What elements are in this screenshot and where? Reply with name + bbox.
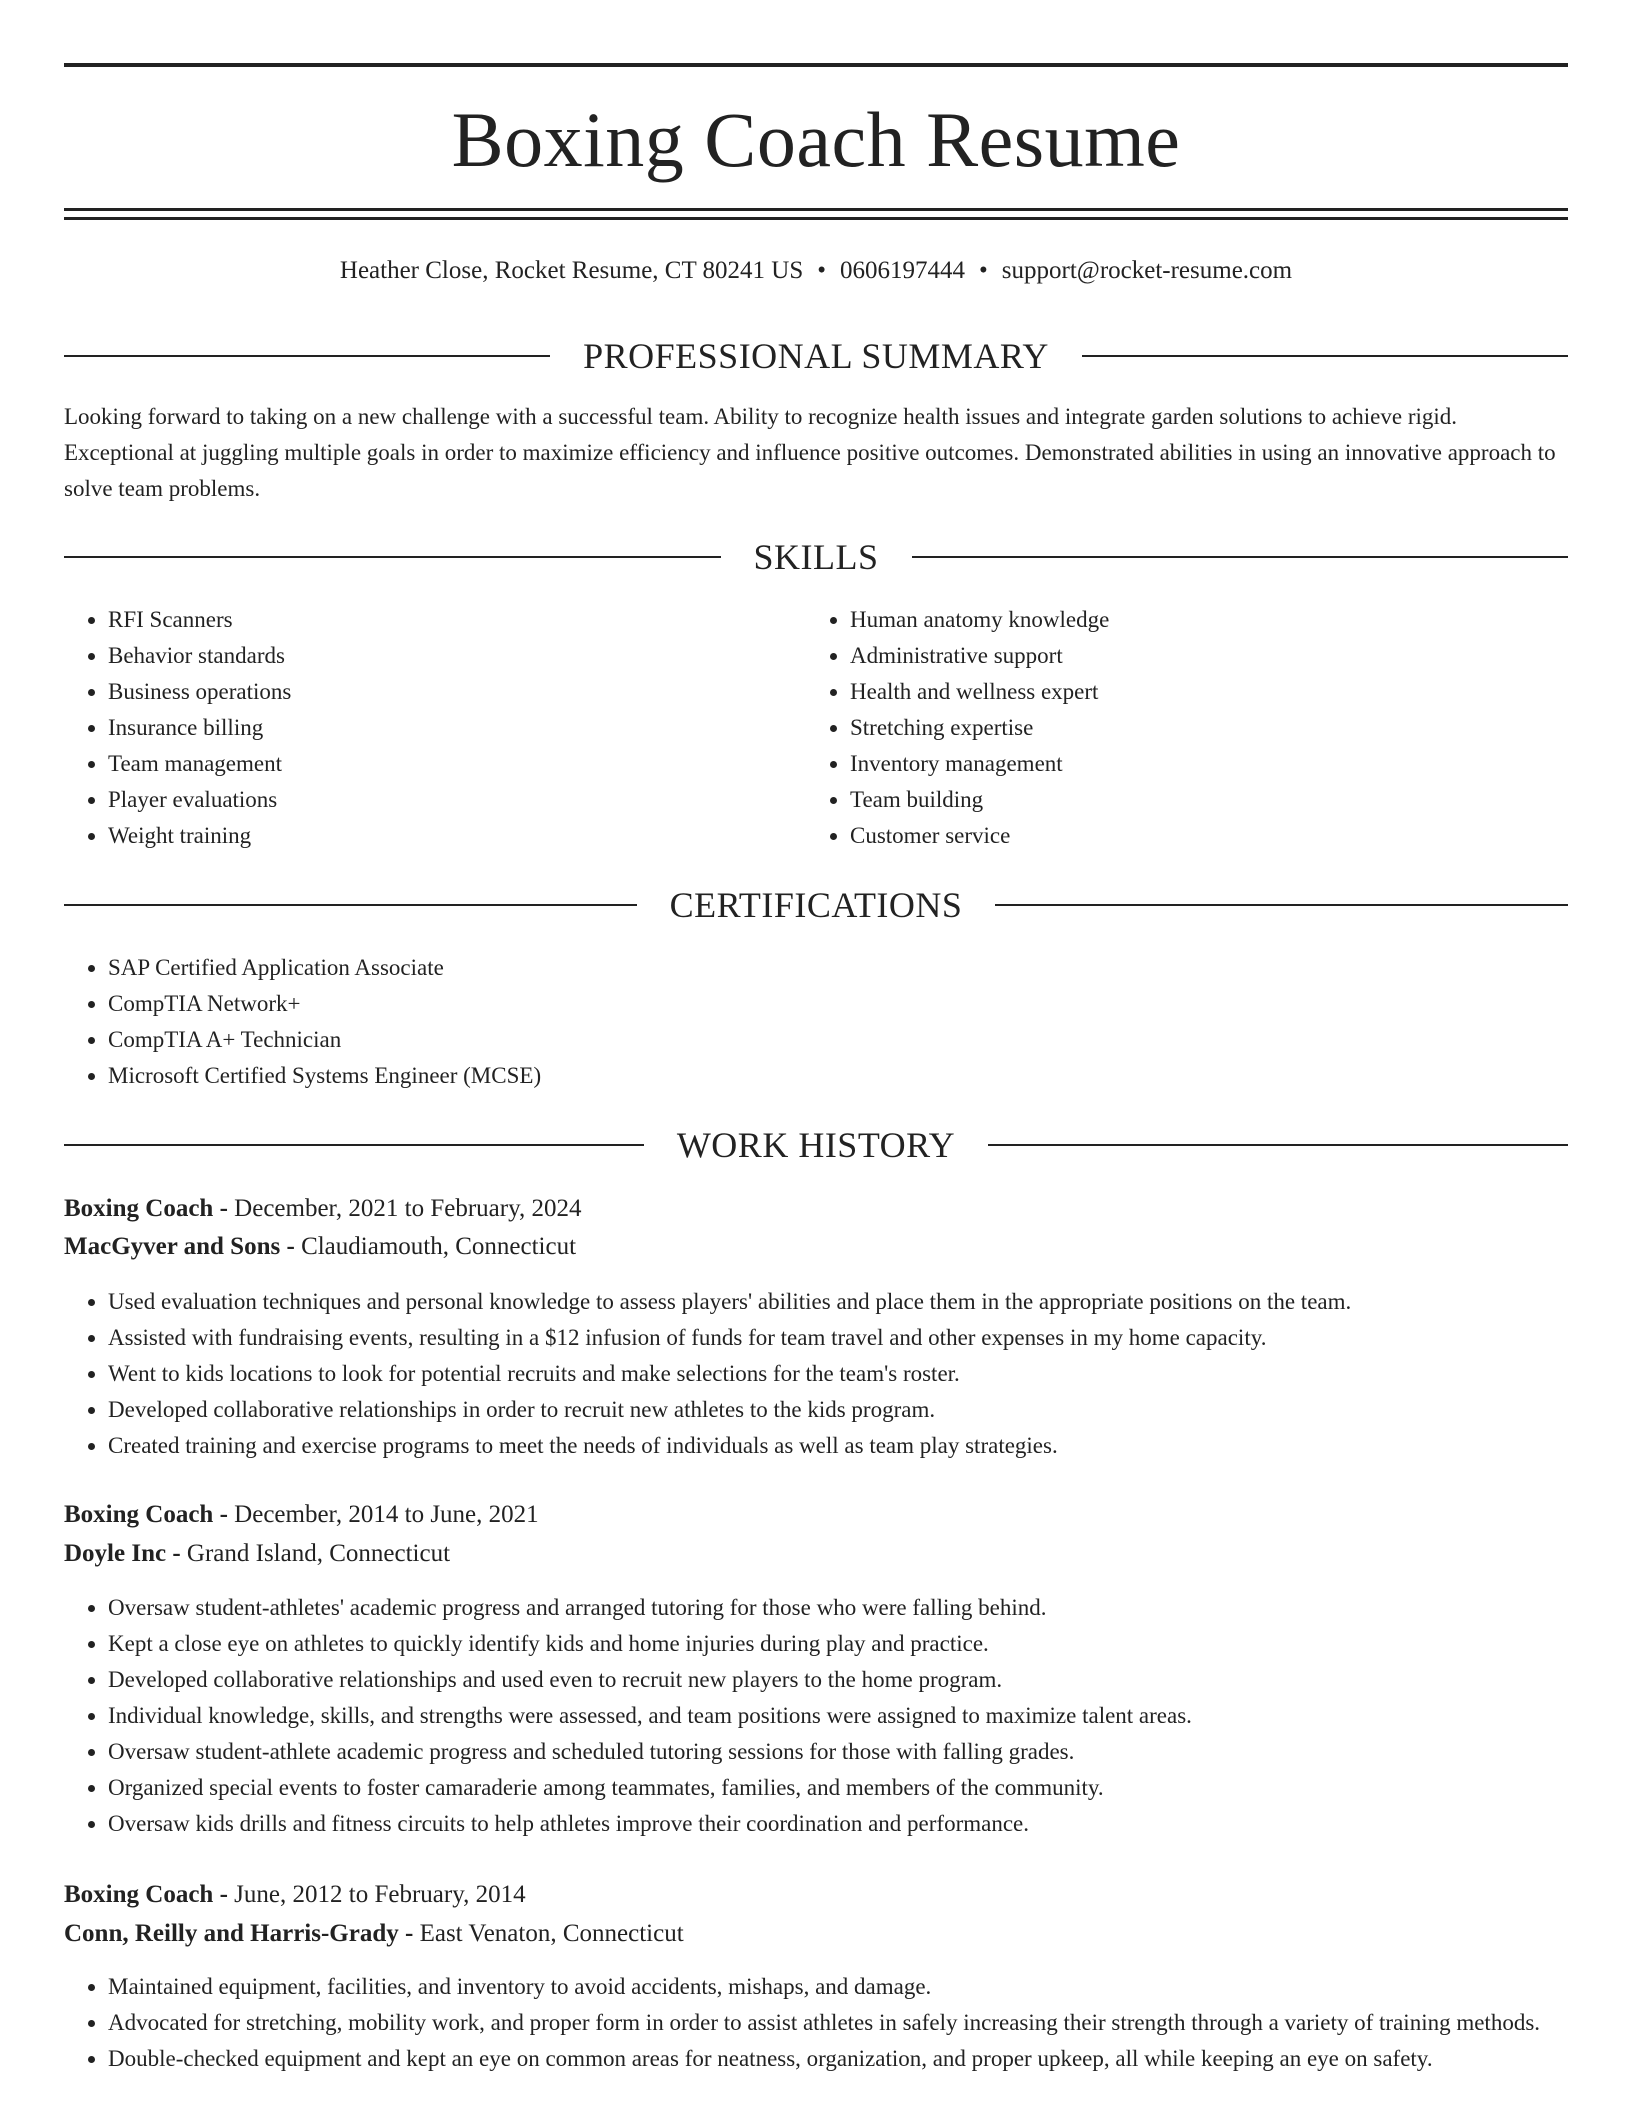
skills-list-right (806, 602, 1550, 854)
section-title: SKILLS (753, 537, 879, 577)
job-bullets (64, 1590, 1568, 1842)
certification-item: • SAP Certified Application Associate (108, 950, 1568, 986)
job-location: Grand Island, Connecticut (186, 1540, 451, 1567)
summary-text: Looking forward to taking on a new challenge with a successful team. Ability to recognize health issues and integrate garden solutions to achieve rigid. Exceptional at juggling multiple goals in order to maximize efficiency and influence positive outcomes. Demonstrated abilities in using an innovative approach to solve team problems. (64, 404, 1556, 501)
job-dates: December, 2014 to June, 2021 (234, 1501, 539, 1528)
top-rule (64, 63, 1568, 67)
section-title: WORK HISTORY (676, 1125, 956, 1165)
job-title-line: Boxing Coach - December, 2014 to June, 2021 (64, 1501, 539, 1528)
contact-email: support@rocket-resume.com (1001, 257, 1293, 284)
job-bullet: • Kept a close eye on athletes to quickly identify kids and home injuries during play and practice. (108, 1626, 1568, 1662)
skill-item: • Inventory management (850, 746, 1550, 782)
skill-item: • Team building (850, 782, 1550, 818)
skill-item: • Health and wellness expert (850, 674, 1550, 710)
section-heading-work-history (64, 1123, 1568, 1167)
heading-rule-right (988, 1144, 1568, 1146)
job-bullet: • Maintained equipment, facilities, and inventory to avoid accidents, mishaps, and damage. (108, 1969, 1568, 2005)
job-bullets (64, 1969, 1568, 2077)
heading-rule-left (64, 355, 550, 357)
heading-rule-right (1082, 355, 1568, 357)
section-heading-skills (64, 535, 1568, 579)
skills-list-left (64, 602, 808, 854)
job-company-line: Doyle Inc - Grand Island, Connecticut (64, 1540, 451, 1567)
job-company-line: MacGyver and Sons - Claudiamouth, Connecticut (64, 1233, 577, 1260)
job-location: East Venaton, Connecticut (419, 1920, 684, 1947)
job-bullet: • Individual knowledge, skills, and strengths were assessed, and team positions were assigned to maximize talent areas. (108, 1698, 1568, 1734)
contact-separator: • (817, 257, 827, 284)
heading-rule-left (64, 1144, 644, 1146)
job-company-line: Conn, Reilly and Harris-Grady - East Venaton, Connecticut (64, 1920, 684, 1947)
certification-item: • Microsoft Certified Systems Engineer (MCSE) (108, 1058, 1568, 1094)
section-heading-certifications (64, 883, 1568, 927)
heading-rule-left (64, 556, 721, 558)
job-bullet: • Used evaluation techniques and personal knowledge to assess players' abilities and place them in the appropriate positions on the team. (108, 1284, 1568, 1320)
certification-item: • CompTIA A+ Technician (108, 1022, 1568, 1058)
job-title-line: Boxing Coach - June, 2012 to February, 2014 (64, 1881, 526, 1908)
job-bullet: • Developed collaborative relationships in order to recruit new athletes to the kids program. (108, 1392, 1568, 1428)
skill-item: • Weight training (108, 818, 808, 854)
section-title: PROFESSIONAL SUMMARY (583, 336, 1049, 376)
section-title: CERTIFICATIONS (669, 885, 963, 925)
job-bullet: • Oversaw kids drills and fitness circuits to help athletes improve their coordination and performance. (108, 1806, 1568, 1842)
heading-rule-right (912, 556, 1569, 558)
skill-item: • Human anatomy knowledge (850, 602, 1550, 638)
job-dates: December, 2021 to February, 2024 (234, 1195, 582, 1222)
job-title: Boxing Coach (64, 1881, 214, 1908)
skill-item: • Insurance billing (108, 710, 808, 746)
job-bullet: • Developed collaborative relationships and used even to recruit new players to the home program. (108, 1662, 1568, 1698)
contact-line (64, 253, 1568, 289)
title-double-rule (64, 208, 1568, 220)
job-bullet: • Assisted with fundraising events, resulting in a $12 infusion of funds for team travel and other expenses in my home capacity. (108, 1320, 1568, 1356)
skill-item: • Team management (108, 746, 808, 782)
skill-item: • Business operations (108, 674, 808, 710)
contact-separator: • (979, 257, 988, 284)
skill-item: • Player evaluations (108, 782, 808, 818)
job-location: Claudiamouth, Connecticut (301, 1233, 577, 1260)
job-bullet: • Advocated for stretching, mobility work, and proper form in order to assist athletes in safely increasing their strength through a variety of training methods. (108, 2005, 1568, 2041)
job-bullet: • Created training and exercise programs to meet the needs of individuals as well as team play strategies. (108, 1428, 1568, 1464)
skill-item: • Stretching expertise (850, 710, 1550, 746)
job-bullet: • Went to kids locations to look for potential recruits and make selections for the team's roster. (108, 1356, 1568, 1392)
resume-title: Boxing Coach Resume (451, 96, 1181, 183)
certifications-list (64, 950, 1568, 1094)
job-title: Boxing Coach (64, 1195, 214, 1222)
job-company: Conn, Reilly and Harris-Grady (64, 1920, 399, 1947)
skill-item: • Customer service (850, 818, 1550, 854)
job-title: Boxing Coach (64, 1501, 214, 1528)
job-dates: June, 2012 to February, 2014 (234, 1881, 526, 1908)
job-bullet: • Organized special events to foster camaraderie among teammates, families, and members of the community. (108, 1770, 1568, 1806)
job-bullets (64, 1284, 1568, 1464)
skill-item: • Behavior standards (108, 638, 808, 674)
section-heading-summary (64, 334, 1568, 378)
job-title-line: Boxing Coach - December, 2021 to February, 2024 (64, 1195, 582, 1222)
job-company: MacGyver and Sons (64, 1233, 281, 1260)
skill-item: • Administrative support (850, 638, 1550, 674)
contact-address: Heather Close, Rocket Resume, CT 80241 US (339, 257, 804, 284)
heading-rule-left (64, 904, 637, 906)
heading-rule-right (995, 904, 1568, 906)
job-company: Doyle Inc (64, 1540, 167, 1567)
contact-phone: 0606197444 (840, 257, 966, 284)
skill-item: • RFI Scanners (108, 602, 808, 638)
certification-item: • CompTIA Network+ (108, 986, 1568, 1022)
job-bullet: • Double-checked equipment and kept an eye on common areas for neatness, organization, and proper upkeep, all while keeping an eye on safety. (108, 2041, 1568, 2077)
job-bullet: • Oversaw student-athlete academic progress and scheduled tutoring sessions for those with falling grades. (108, 1734, 1568, 1770)
job-bullet: • Oversaw student-athletes' academic progress and arranged tutoring for those who were falling behind. (108, 1590, 1568, 1626)
